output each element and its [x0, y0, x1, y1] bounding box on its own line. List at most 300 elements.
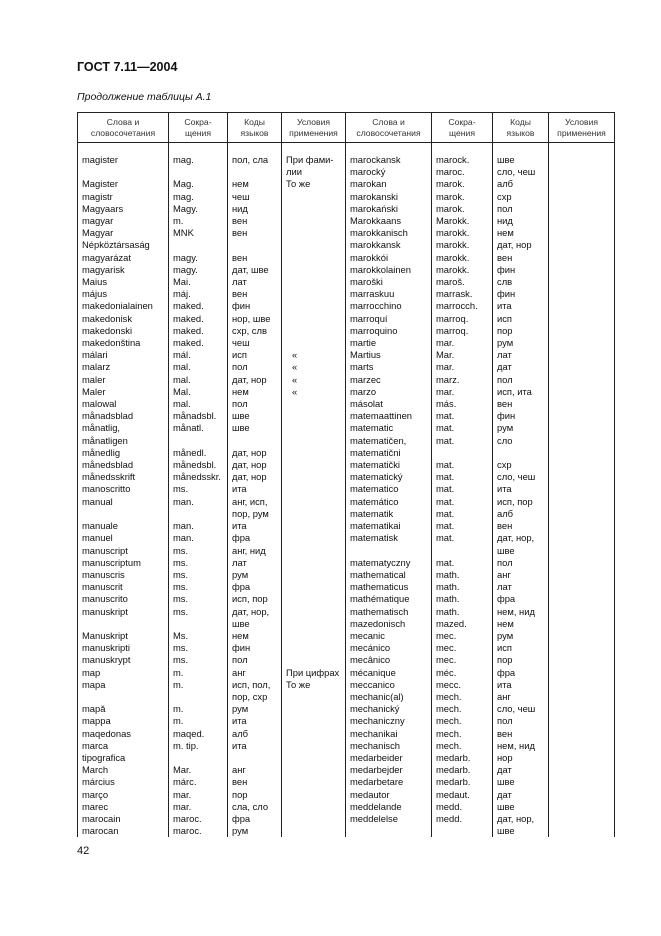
cell-codes-2: сло, чеш — [493, 471, 549, 483]
table-row — [78, 642, 615, 654]
cell-conditions-2 — [549, 642, 615, 654]
header-words-2: Слова и словосочетания — [346, 113, 432, 143]
cell-abbr-2: marrocch. — [432, 300, 493, 312]
cell-codes: фра — [228, 813, 282, 825]
cell-conditions — [282, 300, 346, 312]
cell-conditions-2 — [549, 691, 615, 703]
cell-abbr-2: mat. — [432, 410, 493, 422]
table-row — [78, 422, 615, 434]
cell-codes: вен — [228, 227, 282, 239]
table-row — [78, 300, 615, 312]
cell-codes: лат — [228, 276, 282, 288]
table-body — [78, 143, 615, 838]
cell-conditions — [282, 191, 346, 203]
cell-word: Népköztársaság — [78, 239, 169, 251]
cell-codes: шве — [228, 410, 282, 422]
table-row — [78, 325, 615, 337]
table-row — [78, 337, 615, 349]
cell-codes: дат, нор — [228, 459, 282, 471]
cell-abbr: márc. — [169, 776, 228, 788]
cell-conditions-2 — [549, 776, 615, 788]
cell-abbr: månatl. — [169, 422, 228, 434]
cell-codes-2: нем, нид — [493, 740, 549, 752]
cell-codes-2: анг — [493, 569, 549, 581]
cell-word: malarz — [78, 361, 169, 373]
cell-abbr: man. — [169, 520, 228, 532]
cell-abbr-2: marokk. — [432, 252, 493, 264]
table-row — [78, 398, 615, 410]
cell-codes-2: нид — [493, 215, 549, 227]
cell-codes: пор — [228, 789, 282, 801]
cell-word-2: meddelelse — [346, 813, 432, 825]
table-row — [78, 227, 615, 239]
cell-abbr-2: math. — [432, 581, 493, 593]
table-row — [78, 825, 615, 837]
cell-conditions-2 — [549, 288, 615, 300]
cell-conditions — [282, 264, 346, 276]
cell-conditions-2 — [549, 337, 615, 349]
cell-codes: нем — [228, 178, 282, 190]
table-row — [78, 447, 615, 459]
cell-abbr: månadsbl. — [169, 410, 228, 422]
cell-conditions — [282, 740, 346, 752]
cell-conditions: лии — [282, 166, 346, 178]
cell-codes-2: рум — [493, 337, 549, 349]
cell-conditions-2 — [549, 581, 615, 593]
cell-codes: дат, шве — [228, 264, 282, 276]
cell-conditions — [282, 398, 346, 410]
cell-word-2: marockansk — [346, 154, 432, 166]
cell-word-2: matematyczny — [346, 557, 432, 569]
cell-abbr-2: mat. — [432, 483, 493, 495]
cell-abbr-2: maroc. — [432, 166, 493, 178]
cell-word-2: matematico — [346, 483, 432, 495]
cell-word: makedonialainen — [78, 300, 169, 312]
cell-conditions — [282, 252, 346, 264]
cell-abbr-2: medarb. — [432, 776, 493, 788]
cell-abbr-2: medarb. — [432, 764, 493, 776]
cell-word: månedsblad — [78, 459, 169, 471]
cell-word — [78, 508, 169, 520]
cell-word: Magyar — [78, 227, 169, 239]
cell-abbr-2: mar. — [432, 361, 493, 373]
header-abbr: Сокра- щения — [169, 113, 228, 143]
table-row — [78, 691, 615, 703]
cell-conditions: При фами- — [282, 154, 346, 166]
cell-abbr: mal. — [169, 361, 228, 373]
cell-word-2: martie — [346, 337, 432, 349]
cell-conditions: « — [282, 361, 346, 373]
cell-word: marca — [78, 740, 169, 752]
cell-word-2: Martius — [346, 349, 432, 361]
table-spacer-row — [78, 143, 615, 155]
cell-word: maqedonas — [78, 728, 169, 740]
cell-word-2: marroquí — [346, 313, 432, 325]
cell-word: maler — [78, 374, 169, 386]
cell-codes: алб — [228, 728, 282, 740]
cell-codes-2: шве — [493, 545, 549, 557]
cell-word-2: mechanický — [346, 703, 432, 715]
cell-conditions-2 — [549, 667, 615, 679]
table-row — [78, 374, 615, 386]
cell-abbr: man. — [169, 496, 228, 508]
cell-conditions: « — [282, 386, 346, 398]
cell-conditions-2 — [549, 752, 615, 764]
cell-codes: анг, нид — [228, 545, 282, 557]
cell-codes-2: алб — [493, 178, 549, 190]
cell-abbr-2 — [432, 447, 493, 459]
cell-conditions-2 — [549, 654, 615, 666]
cell-abbr-2: marokk. — [432, 264, 493, 276]
cell-word: manuskripti — [78, 642, 169, 654]
cell-word-2: marrocchino — [346, 300, 432, 312]
cell-word: makedonština — [78, 337, 169, 349]
cell-abbr: mal. — [169, 374, 228, 386]
cell-abbr: mag. — [169, 154, 228, 166]
cell-abbr-2: mat. — [432, 508, 493, 520]
cell-codes-2: вен — [493, 252, 549, 264]
cell-conditions-2 — [549, 349, 615, 361]
cell-abbr-2: mec. — [432, 630, 493, 642]
cell-word-2: matemático — [346, 496, 432, 508]
table-row — [78, 386, 615, 398]
cell-abbr: ms. — [169, 483, 228, 495]
header-conditions-2: Условия применения — [549, 113, 615, 143]
cell-word: makedonisk — [78, 313, 169, 325]
cell-conditions — [282, 789, 346, 801]
cell-word: månadsblad — [78, 410, 169, 422]
cell-codes-2: исп, пор — [493, 496, 549, 508]
cell-conditions-2 — [549, 203, 615, 215]
cell-conditions-2 — [549, 508, 615, 520]
cell-conditions-2 — [549, 569, 615, 581]
cell-conditions — [282, 435, 346, 447]
cell-conditions — [282, 471, 346, 483]
cell-abbr: mál. — [169, 349, 228, 361]
cell-abbr-2: mech. — [432, 728, 493, 740]
cell-conditions-2 — [549, 483, 615, 495]
cell-codes — [228, 239, 282, 251]
cell-conditions — [282, 447, 346, 459]
table-row — [78, 349, 615, 361]
cell-conditions-2 — [549, 801, 615, 813]
table-row — [78, 496, 615, 508]
cell-word-2: marokanski — [346, 191, 432, 203]
cell-codes-2: алб — [493, 508, 549, 520]
cell-codes: вен — [228, 252, 282, 264]
cell-conditions-2 — [549, 276, 615, 288]
cell-codes-2: нор — [493, 752, 549, 764]
table-row — [78, 545, 615, 557]
cell-word: manuscris — [78, 569, 169, 581]
cell-word: Magyaars — [78, 203, 169, 215]
cell-conditions — [282, 325, 346, 337]
cell-abbr: man. — [169, 532, 228, 544]
cell-codes: пор, рум — [228, 508, 282, 520]
cell-codes: дат, нор, — [228, 606, 282, 618]
cell-word: május — [78, 288, 169, 300]
cell-abbr-2: medaut. — [432, 789, 493, 801]
cell-conditions — [282, 715, 346, 727]
cell-word-2: mathematicus — [346, 581, 432, 593]
cell-abbr: ms. — [169, 581, 228, 593]
table-caption: Продолжение таблицы А.1 — [77, 91, 212, 103]
cell-conditions — [282, 227, 346, 239]
cell-codes-2: дат — [493, 361, 549, 373]
cell-word: manoscritto — [78, 483, 169, 495]
cell-abbr — [169, 618, 228, 630]
cell-codes: ита — [228, 715, 282, 727]
cell-codes-2: анг — [493, 691, 549, 703]
cell-codes: фин — [228, 300, 282, 312]
cell-codes: исп, пор — [228, 593, 282, 605]
cell-abbr-2 — [432, 825, 493, 837]
cell-codes-2: схр — [493, 459, 549, 471]
cell-codes — [228, 752, 282, 764]
cell-word-2: mathematisch — [346, 606, 432, 618]
cell-abbr: mal. — [169, 398, 228, 410]
cell-abbr — [169, 508, 228, 520]
cell-abbr: ms. — [169, 569, 228, 581]
cell-codes: анг, исп, — [228, 496, 282, 508]
cell-abbr-2: marokk. — [432, 227, 493, 239]
cell-word-2: marts — [346, 361, 432, 373]
cell-codes: дат, нор — [228, 374, 282, 386]
cell-codes: нид — [228, 203, 282, 215]
cell-codes-2: слв — [493, 276, 549, 288]
table-row — [78, 764, 615, 776]
table-row — [78, 667, 615, 679]
cell-conditions-2 — [549, 422, 615, 434]
cell-word-2: matematični — [346, 447, 432, 459]
cell-conditions — [282, 313, 346, 325]
cell-conditions — [282, 581, 346, 593]
cell-conditions — [282, 545, 346, 557]
cell-word-2: marraskuu — [346, 288, 432, 300]
cell-word-2: marzec — [346, 374, 432, 386]
cell-abbr: m. — [169, 679, 228, 691]
cell-conditions — [282, 215, 346, 227]
table-row — [78, 520, 615, 532]
cell-abbr-2: math. — [432, 593, 493, 605]
cell-word-2: marokkansk — [346, 239, 432, 251]
cell-abbr: mar. — [169, 801, 228, 813]
cell-word: malowal — [78, 398, 169, 410]
table-row — [78, 654, 615, 666]
cell-conditions-2 — [549, 154, 615, 166]
cell-word-2: mechanikai — [346, 728, 432, 740]
cell-word: map — [78, 667, 169, 679]
cell-conditions — [282, 288, 346, 300]
cell-codes-2: дат — [493, 764, 549, 776]
cell-abbr-2: maroš. — [432, 276, 493, 288]
cell-word: manuscrito — [78, 593, 169, 605]
cell-abbr-2: mat. — [432, 422, 493, 434]
cell-conditions-2 — [549, 715, 615, 727]
cell-conditions-2 — [549, 313, 615, 325]
cell-codes-2: вен — [493, 520, 549, 532]
cell-conditions-2 — [549, 374, 615, 386]
cell-conditions — [282, 691, 346, 703]
cell-word: March — [78, 764, 169, 776]
cell-codes-2: нем, нид — [493, 606, 549, 618]
cell-conditions-2 — [549, 679, 615, 691]
cell-abbr-2: mazed. — [432, 618, 493, 630]
cell-abbr: MNK — [169, 227, 228, 239]
cell-abbr: månedsbl. — [169, 459, 228, 471]
cell-word: magyarázat — [78, 252, 169, 264]
cell-codes: чеш — [228, 337, 282, 349]
cell-codes: рум — [228, 703, 282, 715]
cell-abbr-2: mech. — [432, 715, 493, 727]
table-row — [78, 679, 615, 691]
cell-word-2: marokkanisch — [346, 227, 432, 239]
cell-word: manuskrypt — [78, 654, 169, 666]
cell-abbr-2: mat. — [432, 496, 493, 508]
cell-codes: чеш — [228, 191, 282, 203]
cell-conditions — [282, 239, 346, 251]
cell-conditions — [282, 203, 346, 215]
cell-conditions-2 — [549, 215, 615, 227]
cell-codes-2: вен — [493, 728, 549, 740]
cell-abbr: mar. — [169, 789, 228, 801]
cell-word — [78, 618, 169, 630]
cell-abbr-2: mech. — [432, 703, 493, 715]
cell-conditions-2 — [549, 435, 615, 447]
cell-codes-2: рум — [493, 422, 549, 434]
cell-abbr — [169, 691, 228, 703]
cell-codes: дат, нор — [228, 447, 282, 459]
cell-abbr: Mag. — [169, 178, 228, 190]
cell-abbr — [169, 239, 228, 251]
cell-conditions — [282, 410, 346, 422]
cell-abbr: ms. — [169, 545, 228, 557]
cell-abbr: máj. — [169, 288, 228, 300]
table-row — [78, 813, 615, 825]
cell-codes-2: нем — [493, 618, 549, 630]
cell-word-2: matematický — [346, 471, 432, 483]
cell-word: magyar — [78, 215, 169, 227]
cell-abbr-2: más. — [432, 398, 493, 410]
cell-abbr: månedl. — [169, 447, 228, 459]
cell-conditions: То же — [282, 178, 346, 190]
cell-abbr-2: méc. — [432, 667, 493, 679]
cell-codes-2: исп — [493, 313, 549, 325]
cell-codes-2: ита — [493, 679, 549, 691]
cell-codes-2: фин — [493, 264, 549, 276]
cell-codes-2: фра — [493, 667, 549, 679]
cell-abbr: magy. — [169, 252, 228, 264]
cell-conditions-2 — [549, 532, 615, 544]
cell-abbr-2: math. — [432, 569, 493, 581]
cell-abbr-2: mat. — [432, 520, 493, 532]
cell-abbr: ms. — [169, 606, 228, 618]
cell-word-2: medarbejder — [346, 764, 432, 776]
cell-codes-2: фра — [493, 593, 549, 605]
cell-word-2: matematic — [346, 422, 432, 434]
cell-abbr: m. — [169, 667, 228, 679]
table-row — [78, 361, 615, 373]
cell-conditions-2 — [549, 764, 615, 776]
cell-conditions-2 — [549, 471, 615, 483]
cell-abbr: ms. — [169, 642, 228, 654]
cell-codes-2: фин — [493, 288, 549, 300]
cell-codes: лат — [228, 557, 282, 569]
cell-conditions — [282, 813, 346, 825]
cell-word-2: mechanic(al) — [346, 691, 432, 703]
cell-conditions-2 — [549, 166, 615, 178]
cell-word: março — [78, 789, 169, 801]
cell-abbr-2: mat. — [432, 557, 493, 569]
cell-abbr-2: marrask. — [432, 288, 493, 300]
cell-conditions — [282, 557, 346, 569]
cell-codes: пор, схр — [228, 691, 282, 703]
cell-word-2: marokkói — [346, 252, 432, 264]
cell-codes-2: ита — [493, 300, 549, 312]
cell-codes: пол, сла — [228, 154, 282, 166]
cell-conditions — [282, 276, 346, 288]
cell-word-2: Marokkaans — [346, 215, 432, 227]
cell-codes: сла, сло — [228, 801, 282, 813]
table-row — [78, 752, 615, 764]
cell-codes-2: лат — [493, 581, 549, 593]
cell-conditions-2 — [549, 325, 615, 337]
cell-word-2: maroški — [346, 276, 432, 288]
table-row — [78, 191, 615, 203]
cell-codes — [228, 166, 282, 178]
cell-codes-2: лат — [493, 349, 549, 361]
cell-conditions-2 — [549, 459, 615, 471]
cell-word-2: marokan — [346, 178, 432, 190]
cell-conditions-2 — [549, 252, 615, 264]
cell-abbr-2: math. — [432, 606, 493, 618]
cell-abbr: ms. — [169, 557, 228, 569]
cell-conditions — [282, 422, 346, 434]
cell-codes-2: фин — [493, 410, 549, 422]
table-row — [78, 264, 615, 276]
cell-word-2: mecánico — [346, 642, 432, 654]
cell-codes-2: схр — [493, 191, 549, 203]
cell-abbr: maroc. — [169, 813, 228, 825]
table-row — [78, 740, 615, 752]
cell-word-2: matematisk — [346, 532, 432, 544]
cell-word-2: marzo — [346, 386, 432, 398]
cell-abbr-2: medd. — [432, 801, 493, 813]
cell-conditions-2 — [549, 227, 615, 239]
cell-abbr-2: Marokk. — [432, 215, 493, 227]
cell-conditions — [282, 728, 346, 740]
cell-word-2: mécanique — [346, 667, 432, 679]
table-row — [78, 593, 615, 605]
cell-conditions — [282, 764, 346, 776]
cell-abbr: mag. — [169, 191, 228, 203]
cell-codes: шве — [228, 618, 282, 630]
cell-abbr: Mar. — [169, 764, 228, 776]
cell-conditions — [282, 776, 346, 788]
cell-conditions-2 — [549, 618, 615, 630]
cell-word-2: medautor — [346, 789, 432, 801]
cell-abbr-2: medarb. — [432, 752, 493, 764]
table-row — [78, 728, 615, 740]
cell-codes: нор, шве — [228, 313, 282, 325]
cell-word-2: medarbetare — [346, 776, 432, 788]
cell-abbr-2 — [432, 545, 493, 557]
cell-word: makedonski — [78, 325, 169, 337]
cell-word — [78, 691, 169, 703]
table-row — [78, 630, 615, 642]
cell-conditions — [282, 483, 346, 495]
table-row — [78, 801, 615, 813]
